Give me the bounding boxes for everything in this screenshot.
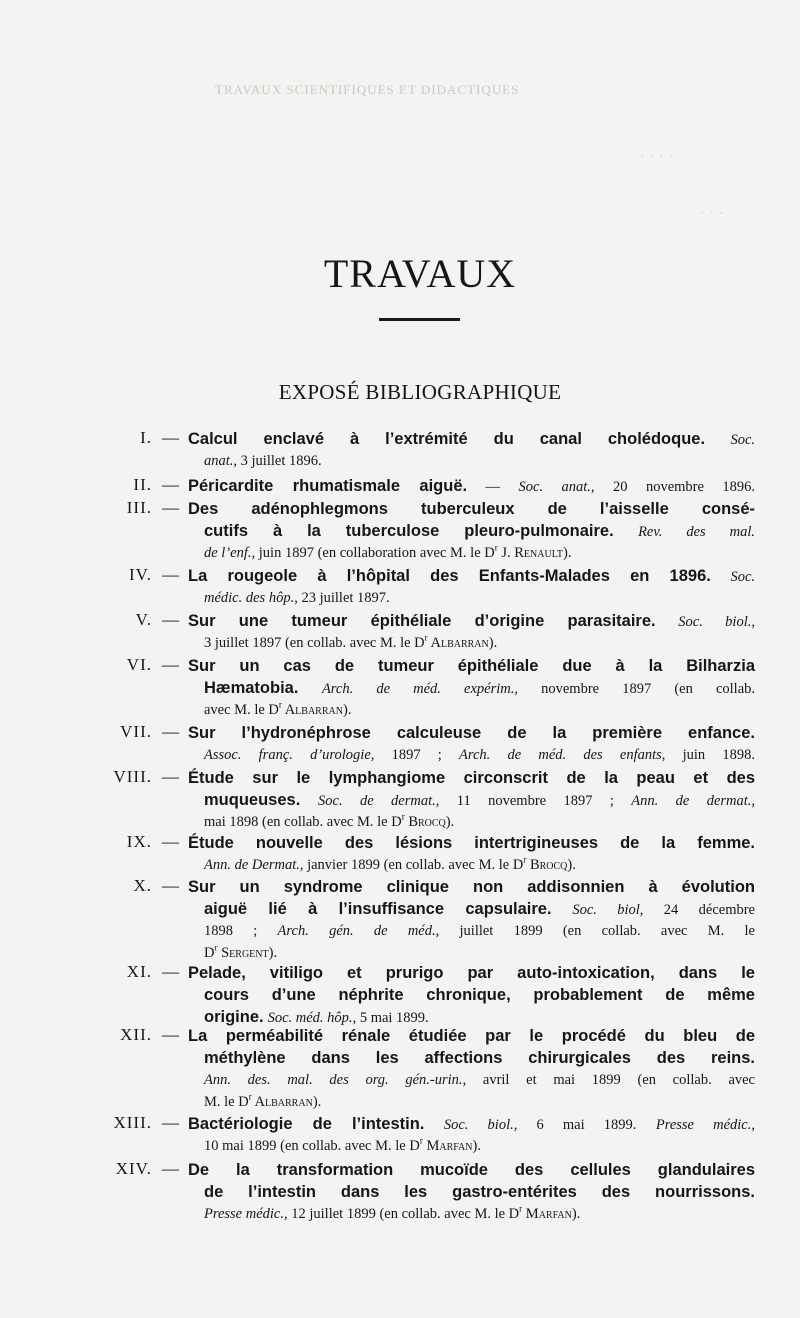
entry-source: de l’enf. <box>204 545 252 561</box>
entry-title: Sur un cas de tumeur épithéliale due à la Bilharzia <box>188 657 755 675</box>
entry-author: Albarran <box>281 702 343 718</box>
entry-number: V. <box>135 610 152 629</box>
entry-title: Calcul enclavé à l’extrémité du canal cholédoque. <box>188 430 706 448</box>
bleed-through-text: · · · <box>700 205 725 220</box>
entry-note: 10 mai 1899 (en collab. avec M. le D <box>204 1138 420 1154</box>
entry-title: Sur un syndrome clinique non addisonnien à évolution <box>188 878 755 896</box>
entry-note: ). <box>445 814 455 830</box>
entry-note: , juin 1897 (en collaboration avec M. le D <box>251 545 495 561</box>
entry-note: ). <box>563 545 572 561</box>
entry-number: XI. <box>126 962 152 981</box>
entry-title: Sur l’hydronéphrose calculeuse de la première enfance. <box>188 724 755 742</box>
entry-author: Marfan <box>422 1138 473 1154</box>
entry-title: cours d’une néphrite chronique, probablement de même <box>204 986 755 1004</box>
entry-note: ). <box>342 702 352 718</box>
entry-source: Arch. de méd. des enfants <box>459 747 662 763</box>
entry-note: , 12 juillet 1899 (en collab. avec M. le D <box>284 1206 520 1222</box>
entry-note: ). <box>472 1138 481 1154</box>
entry-source: Soc. biol <box>572 902 640 918</box>
entry-title: Bactériologie de l’intestin. <box>188 1115 425 1133</box>
entry-number: IV. <box>129 565 152 584</box>
entry-date: , 23 juillet 1897. <box>294 590 390 606</box>
entry-title: Sur une tumeur épithéliale d’origine parasitaire. <box>188 612 656 630</box>
entry-source: anat. <box>204 453 234 469</box>
entry-number: VIII. <box>113 767 152 786</box>
entry-date: , 20 novembre 1896. <box>590 479 756 495</box>
entry-dash-inline: — <box>467 479 519 495</box>
entry-note: ). <box>571 1206 581 1222</box>
entry-note: D <box>204 945 215 961</box>
entry-note: M. le D <box>204 1094 249 1110</box>
entry-source: Soc. biol. <box>443 1117 514 1133</box>
entry-note: mai 1898 (en collab. avec M. le D <box>204 814 402 830</box>
entry-title: Pelade, vitiligo et prurigo par auto-intoxication, dans le <box>188 964 755 982</box>
entry-source: Assoc. franç. d’urologie <box>204 747 371 763</box>
entry-source: Soc. biol. <box>678 614 752 630</box>
entry-dash: — <box>162 1159 179 1178</box>
entry-source: Ann. de dermat. <box>631 793 752 809</box>
entry-date: , 24 décembre <box>639 902 755 918</box>
entry-sup: r <box>494 542 498 553</box>
entry-source: Ann. de Dermat. <box>204 857 300 873</box>
entry-title: méthylène dans les affections chirurgicales des reins. <box>204 1049 755 1067</box>
entry-note: ). <box>312 1094 322 1110</box>
entry-note: ). <box>268 945 278 961</box>
entry-sup: r <box>248 1091 252 1102</box>
entry-note: , <box>751 793 756 809</box>
entry-date: , 6 mai 1899. <box>513 1117 637 1133</box>
entry-title: de l’intestin dans les gastro-entérites des nourrissons. <box>204 1183 755 1201</box>
entry-author: Albarran <box>251 1094 313 1110</box>
entry-source: Ann. des. mal. des org. gén.-urin. <box>204 1072 463 1088</box>
entry-title: Étude sur le lymphangiome circonscrit de la peau et des <box>188 769 755 787</box>
bleed-through-text: · · · · <box>640 148 675 163</box>
entry-number: VI. <box>126 655 152 674</box>
entry-author: Sergent <box>217 945 269 961</box>
entry-sup: r <box>419 1135 423 1146</box>
entry-number: XIII. <box>113 1113 152 1132</box>
entry-author: Albarran <box>427 635 489 651</box>
entry-date: , 11 novembre 1897 ; <box>435 793 632 809</box>
entry-sup: r <box>401 811 405 822</box>
entry-date: , 5 mai 1899. <box>352 1010 429 1026</box>
entry-number: XII. <box>120 1025 152 1044</box>
entry-source: Presse médic. <box>204 1206 284 1222</box>
entry-author: Brocq <box>404 814 446 830</box>
entry-sup: r <box>519 1203 523 1214</box>
entry-number: I. <box>140 428 152 447</box>
entry-dash: — <box>162 962 179 981</box>
entry-date: , 3 juillet 1896. <box>233 453 322 469</box>
entry-dash: — <box>162 722 179 741</box>
entry-title: muqueuses. <box>204 791 301 809</box>
entry-author: Marfan <box>522 1206 572 1222</box>
entry-dash: — <box>162 832 179 851</box>
entry-sup: r <box>214 942 218 953</box>
entry-source: Soc. méd. hôp. <box>267 1010 353 1026</box>
entry-dash: — <box>162 428 179 447</box>
entry-dash: — <box>162 1113 179 1132</box>
entry-title: De la transformation mucoïde des cellules glandulaires <box>188 1161 755 1179</box>
entry-dash: — <box>162 475 179 494</box>
entry-title: La perméabilité rénale étudiée par le procédé du bleu de <box>188 1027 755 1045</box>
entry-source: Soc. <box>730 432 755 448</box>
entry-source: Arch. de méd. expérim. <box>321 681 515 697</box>
entry-dash: — <box>162 1025 179 1044</box>
entry-number: VII. <box>120 722 152 741</box>
entry-note: 3 juillet 1897 (en collab. avec M. le D <box>204 635 425 651</box>
entry-title: La rougeole à l’hôpital des Enfants-Malades en 1896. <box>188 567 711 585</box>
entry-dash: — <box>162 655 179 674</box>
entry-note: , juillet 1899 (en collab. avec M. le <box>435 923 755 939</box>
entry-source: Soc. <box>730 569 756 585</box>
entry-title: cutifs à la tuberculose pleuro-pulmonaire. <box>204 522 614 540</box>
entry-source: Soc. anat. <box>518 479 591 495</box>
entry-note: J. <box>497 545 515 561</box>
title-rule <box>379 318 460 321</box>
entry-note: avec M. le D <box>204 702 279 718</box>
entry-source: Soc. de dermat. <box>318 793 436 809</box>
entry-note: , novembre 1897 (en collab. <box>514 681 755 697</box>
section-subtitle: EXPOSÉ BIBLIOGRAPHIQUE <box>278 380 562 404</box>
entry-note: ). <box>488 635 498 651</box>
entry-title: Hæmatobia. <box>204 679 299 697</box>
entry-dash: — <box>162 610 179 629</box>
entry-title: Étude nouvelle des lésions intertrigineuses de la femme. <box>188 834 755 852</box>
entry-note: , janvier 1899 (en collab. avec M. le D <box>299 857 524 873</box>
entry-note: , 1897 ; <box>370 747 460 763</box>
entry-source: Presse médic. <box>655 1117 752 1133</box>
entry-source: médic. des hôp. <box>204 590 295 606</box>
page-title: TRAVAUX <box>323 251 517 296</box>
entry-dash: — <box>162 498 179 517</box>
entry-title: origine. <box>204 1008 264 1026</box>
entry-source: Arch. gén. de méd. <box>277 923 436 939</box>
entry-author: Renault <box>514 545 564 561</box>
entry-title: Péricardite rhumatismale aiguë. <box>188 477 468 495</box>
entry-number: XIV. <box>115 1159 152 1178</box>
entry-dash: — <box>162 767 179 786</box>
entry-date: , juin 1898. <box>661 747 756 763</box>
entry-sup: r <box>523 854 527 865</box>
entry-source: Rev. des mal. <box>638 524 756 540</box>
entry-date: 1898 ; <box>204 923 278 939</box>
entry-sup: r <box>278 699 282 710</box>
entry-title: aiguë lié à l’insuffisance capsulaire. <box>204 900 552 918</box>
entry-note: , <box>751 614 755 630</box>
entry-dash: — <box>162 876 179 895</box>
entry-title: Des adénophlegmons tuberculeux de l’aisselle consé- <box>188 500 755 518</box>
entry-number: IX. <box>126 832 152 851</box>
entry-number: X. <box>133 876 152 895</box>
entry-dash: — <box>162 565 179 584</box>
entry-number: III. <box>126 498 152 517</box>
bleed-through-text: TRAVAUX SCIENTIFIQUES ET DIDACTIQUES <box>215 82 520 97</box>
entry-note: ). <box>567 857 576 873</box>
entry-number: II. <box>133 475 152 494</box>
entry-note: , <box>751 1117 755 1133</box>
entry-sup: r <box>424 632 428 643</box>
entry-author: Brocq <box>526 857 568 873</box>
entry-note: , avril et mai 1899 (en collab. avec <box>462 1072 755 1088</box>
